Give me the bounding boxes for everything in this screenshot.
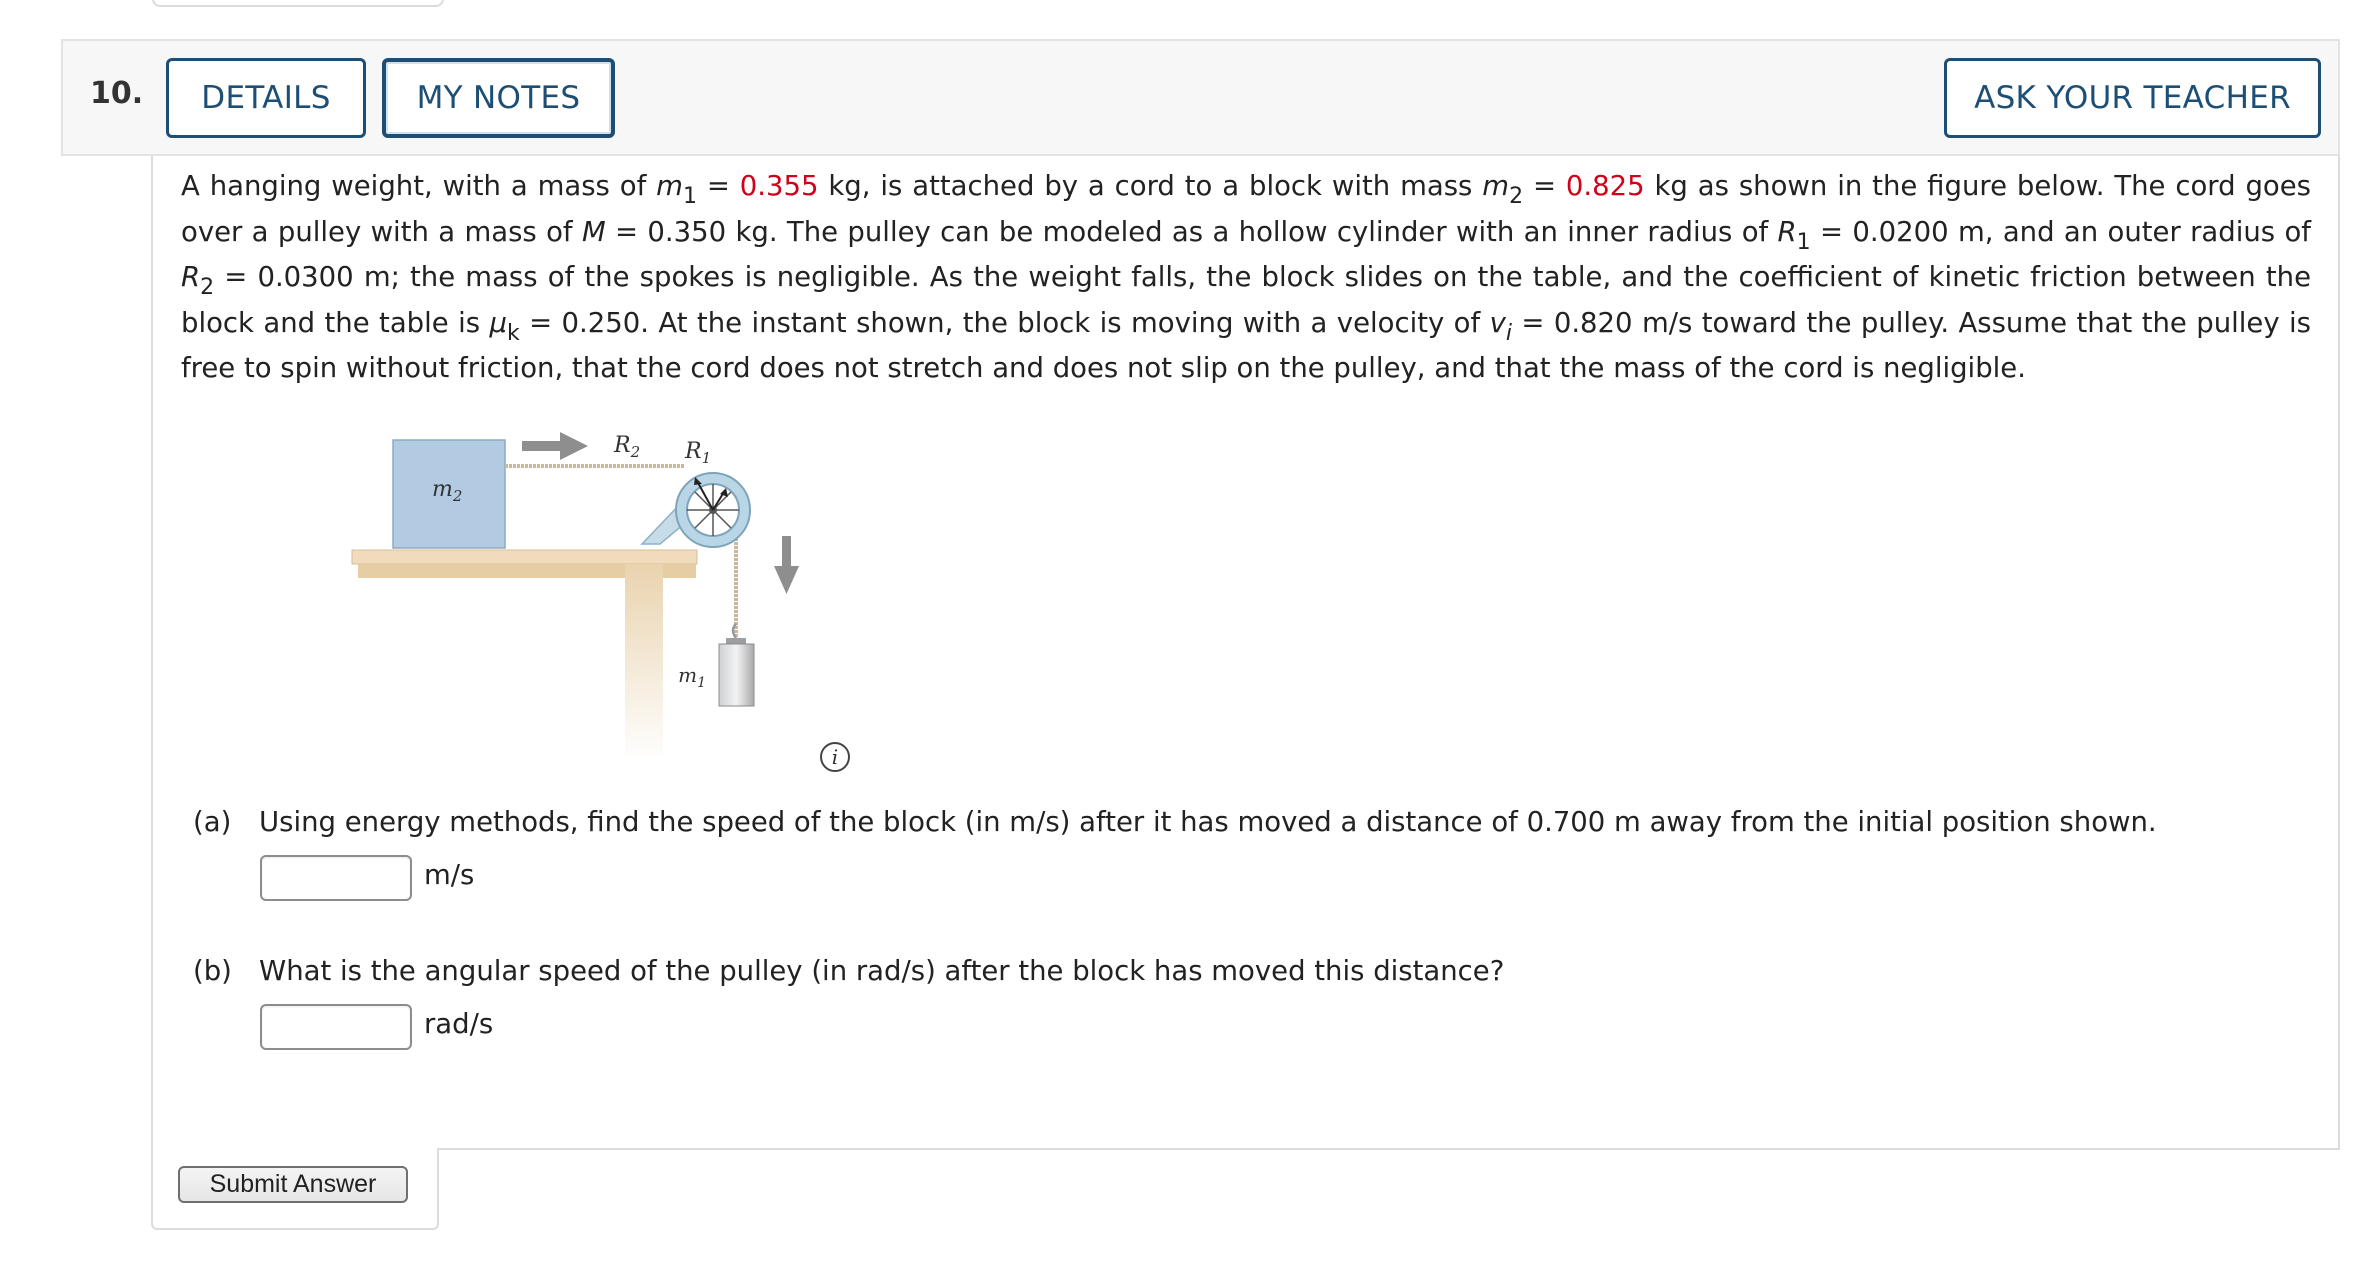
part-b-question: (b) What is the angular speed of the pulley (in rad/s) after the block has moved this distance?	[193, 955, 1505, 987]
m1-value: 0.355	[739, 170, 819, 202]
m2-label: $m_2$	[432, 477, 463, 505]
R1-label: $R_1$	[685, 439, 712, 467]
motion-arrow-right-icon	[522, 432, 588, 460]
table	[352, 550, 697, 758]
submit-answer-button[interactable]: Submit Answer	[178, 1166, 408, 1203]
question-number: 10.	[90, 76, 144, 111]
part-a-answer-input[interactable]	[260, 855, 412, 901]
details-button[interactable]: DETAILS	[166, 58, 366, 138]
info-icon[interactable]: i	[820, 742, 850, 772]
panel-divider	[437, 1148, 2340, 1150]
part-a-question: (a) Using energy methods, find the speed of the block (in m/s) after it has moved a distance of 0.700 m away from the initial position shown.	[193, 806, 2157, 838]
ask-your-teacher-button[interactable]: ASK YOUR TEACHER	[1944, 58, 2321, 138]
R2-label: $R_2$	[614, 433, 641, 461]
motion-arrow-down-icon	[774, 536, 799, 594]
problem-statement: A hanging weight, with a mass of $m_1 = 0.355$ kg, is attached by a cord to a block with mass $m_2 = 0.825$ kg as shown in the figure below. The cord goes over a pulley with a mass of M = 0.350 kg. The pulley can be modeled as a hollow cylinder with an inner radius of $R_1 = 0.0200$ m, and an outer radius of $R_2 = 0.0300$ m; the mass of the spokes is negligible. As the weight falls, the block slides on the table, and the coefficient of kinetic friction between the block and the table is $\mu_k = 0.250$. At the instant shown, the block is moving with a velocity of $v_i = 0.820$ m/s toward the pulley. Assume that the pulley is free to spin without friction, that the cord does not stretch and does not slip on the pulley, and that the mass of the cord is negligible.	[181, 170, 2311, 384]
pulley	[676, 473, 750, 547]
m1-label: $m_1$	[678, 663, 706, 691]
part-a-answer-row	[260, 855, 474, 901]
previous-question-footer	[152, 0, 444, 7]
my-notes-button[interactable]: MY NOTES	[382, 58, 615, 138]
m2-value: 0.825	[1565, 170, 1645, 202]
part-a-unit: m/s	[424, 859, 475, 891]
pulley-figure	[340, 418, 880, 758]
part-b-answer-row	[260, 1004, 493, 1050]
part-b-answer-input[interactable]	[260, 1004, 412, 1050]
part-b-unit: rad/s	[424, 1008, 494, 1040]
